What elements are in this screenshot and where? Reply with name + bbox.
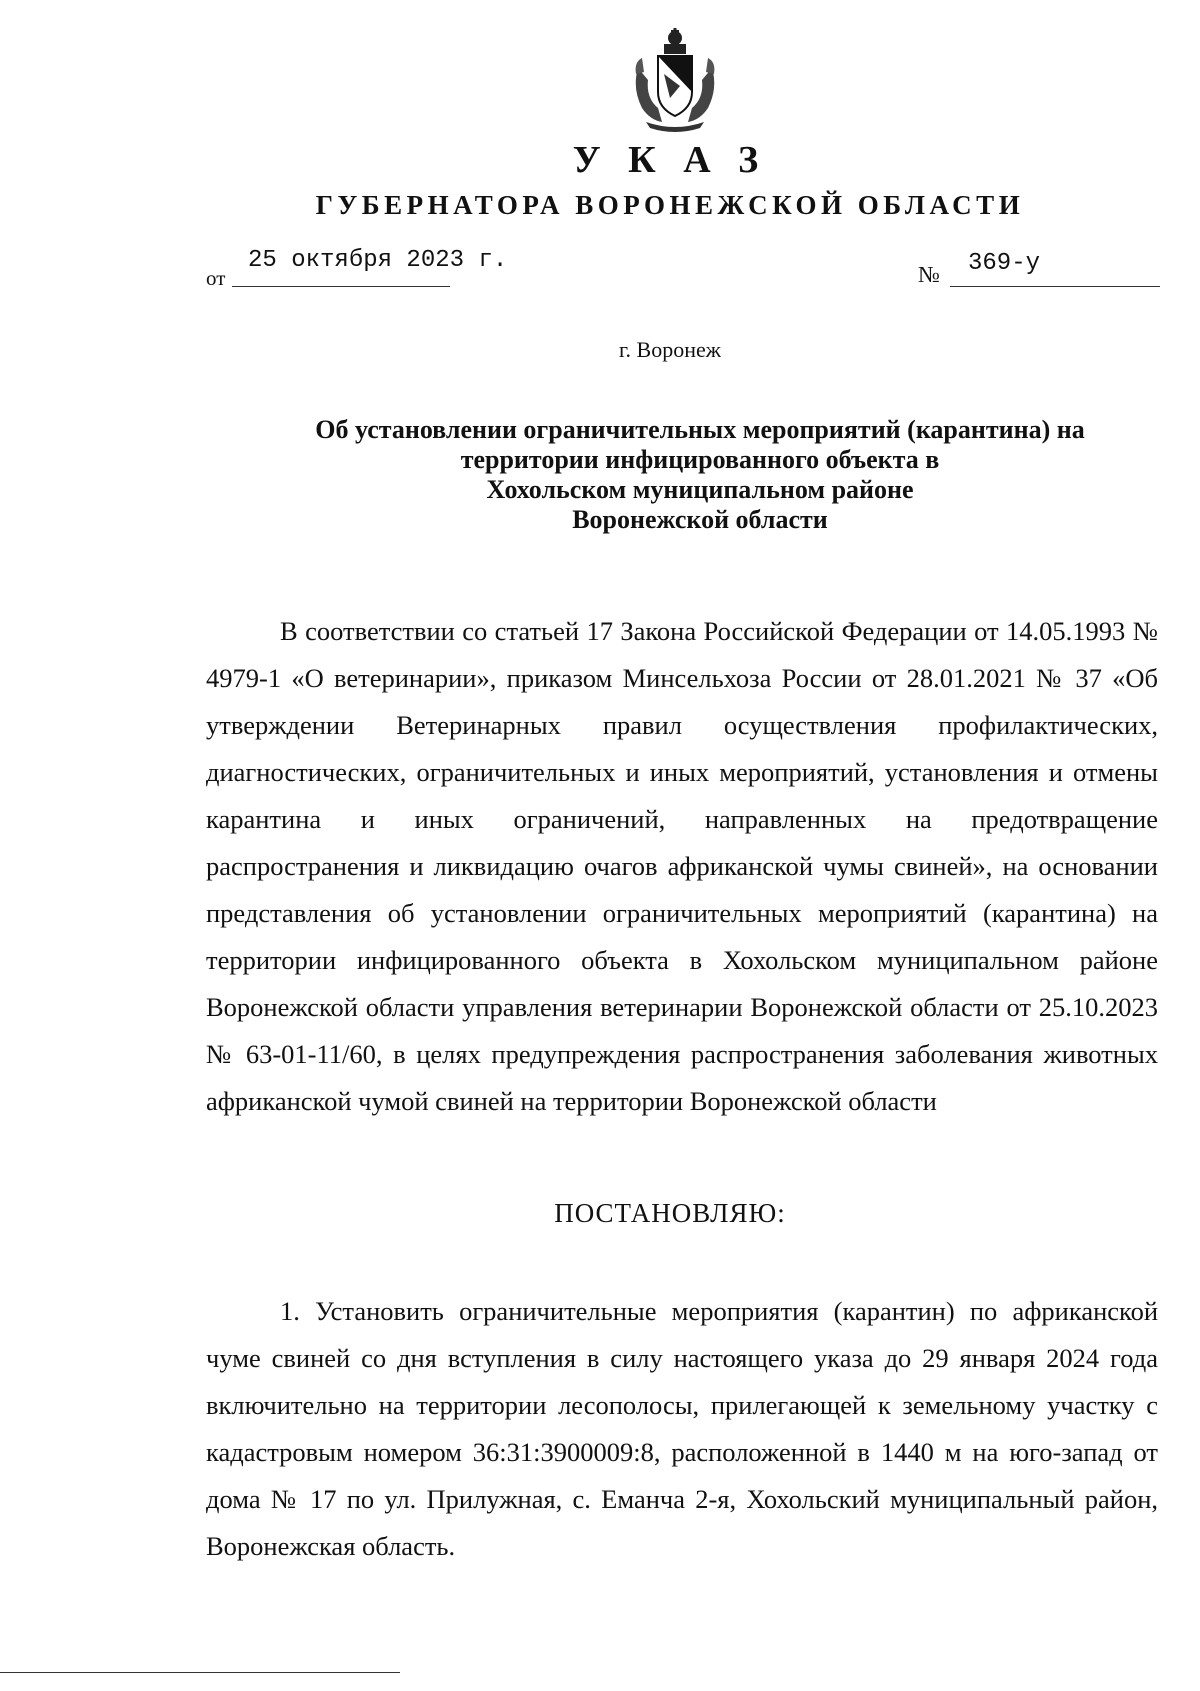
number-label: № (918, 262, 940, 287)
subject-line: территории инфицированного объекта в (460, 445, 940, 474)
date-label: от (206, 266, 226, 290)
subject-line: Воронежской области (572, 505, 828, 534)
issuer-title: ГУБЕРНАТОРА ВОРОНЕЖСКОЙ ОБЛАСТИ (315, 190, 1025, 220)
date-underline (232, 286, 450, 287)
crown-icon (664, 28, 686, 54)
decree-word: ПОСТАНОВЛЯЮ: (554, 1198, 786, 1228)
preamble-paragraph: В соответствии со статьей 17 Закона Российской Федерации от 14.05.1993 № 4979-1 «О ветеринарии», приказом Минсельхоза России от 28.01.2021 № 37 «Об утверждении Ветеринарных правил осуществления профилактических, диагностических, ограничительных и иных мероприятий, установления и отмены карантина и иных ограничений, направленных на предотвращение распространения и ликвидацию очагов африканской чумы свиней», на основании представления об установлении ограничительных мероприятий (карантина) на территории инфицированного объекта в Хохольском муниципальном районе Воронежской области управления ветеринарии Воронежской области от 25.10.2023 № 63-01-11/60, в целях предупреждения распространения заболевания животных африканской чумой свиней на территории Воронежской области (206, 616, 1158, 1116)
document-subject (200, 415, 1160, 535)
coat-of-arms-emblem (628, 28, 722, 132)
document-number: 369-у (968, 250, 1041, 277)
subject-line: Об установлении ограничительных мероприятий (карантина) на (315, 415, 1085, 444)
footnote-divider (0, 1672, 400, 1673)
subject-line: Хохольском муниципальном районе (486, 475, 914, 504)
document-type-title: У К А З (572, 139, 768, 181)
decree-item-1: 1. Установить ограничительные мероприятия (карантин) по африканской чуме свиней со дня вступления в силу настоящего указа до 29 января 2024 года включительно на территории лесополосы, прилегающей к земельному участку с кадастровым номером 36:31:3900009:8, расположенной в 1440 м на юго-запад от дома № 17 по ул. Прилужная, с. Еманча 2-я, Хохольский муниципальный район, Воронежская область. (206, 1296, 1158, 1561)
number-underline (950, 286, 1160, 287)
city: г. Воронеж (619, 337, 721, 362)
date-value: 25 октября 2023 г. (248, 247, 508, 274)
